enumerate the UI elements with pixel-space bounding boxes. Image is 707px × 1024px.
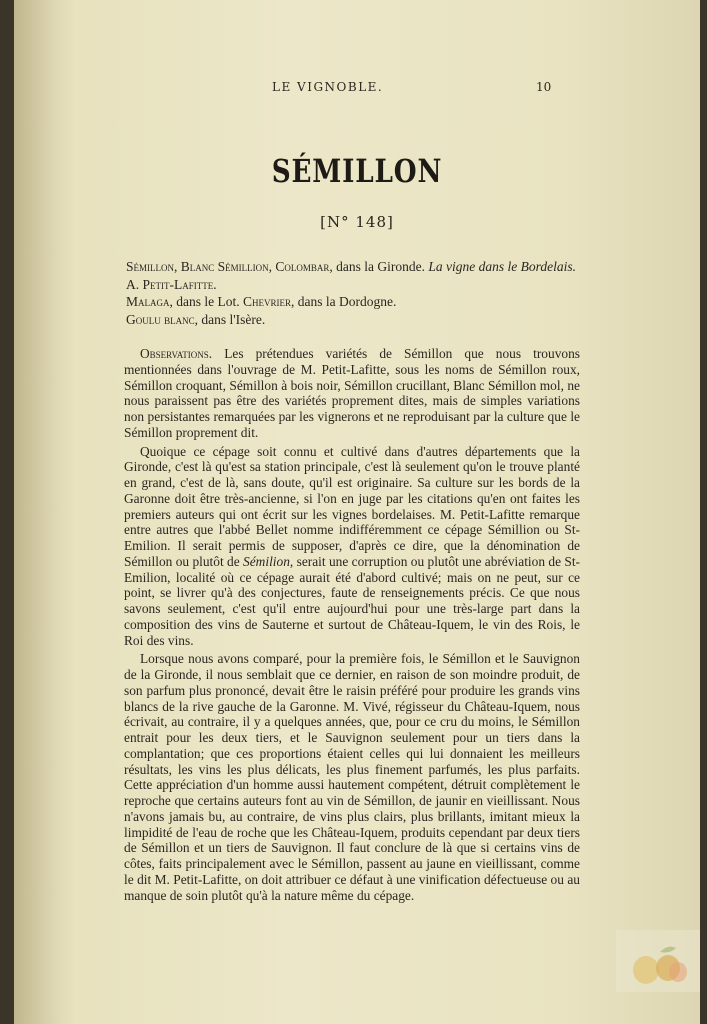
running-title: LE VIGNOBLE. [272, 80, 384, 94]
paragraph-text: Les prétendues variétés de Sémillon que nous trouvons mentionnées dans l'ouvrage de M. Petit-Lafitte, sous les noms de Sémillon roux, Sémillon croquant, Sémillon à bois noir, Sémillon crucillant, Blanc Sémillon mol, ne nous paraissent pas être des variétés proprement dites, mais de simples variations non persistantes remarquées par les vignerons et ne reproduisant par la culture que le Sémillon proprement dit. [124, 346, 580, 440]
page-number: 10 [536, 80, 552, 94]
synonym-names: Goulu blanc, [126, 311, 198, 327]
paragraph-text: serait une corruption ou plutôt une abréviation de St-Emilion, localité où ce cépage aurait été d'abord cultivé; mais on ne peut, sur ce point, se livrer qu'à des conjectures, faute de renseignements précis. Ce que nous savons seulement, c'est qu'il entre aujourd'hui pour une très-large part dans la composition des vins de Sauterne et surtout de Château-Iquem, le vin des Rois, le Roi des vins. [124, 553, 580, 648]
synonym-names: Malaga, [126, 294, 173, 309]
synonym-region: dans le Lot. [172, 294, 243, 309]
paragraph-origin [124, 444, 580, 649]
synonym-source-title: La vigne dans le Bordelais. [428, 259, 576, 274]
synonym-region: dans la Dordogne. [294, 294, 397, 309]
book-page [14, 0, 700, 1024]
synonym-author: Petit-Lafitte. [142, 276, 217, 292]
paragraph-lead: Observations. [140, 346, 213, 361]
variety-number: [N° 148] [320, 213, 394, 231]
synonym-region: dans l'Isère. [198, 311, 266, 327]
running-head [14, 80, 700, 100]
synonym-line [124, 311, 584, 329]
italic-term: Sémilion, [243, 553, 294, 569]
synonym-author-initial: A. [126, 276, 143, 292]
synonym-region: dans la Gironde. [332, 259, 429, 274]
synonym-line [124, 258, 584, 293]
synonyms-block [124, 258, 584, 328]
body-text [124, 346, 580, 906]
paragraph-comparison: Lorsque nous avons comparé, pour la première fois, le Sémillon et le Sauvignon de la Gironde, il nous semblait que ce dernier, en raison de son moindre produit, de son parfum plus prononcé, devait être le raisin préféré pour produire les grands vins blancs de la rive gauche de la Garonne. M. Vivé, régisseur du Château-Iquem, nous écrivait, au contraire, il y a quelques années, que, pour ce cru du moins, le Sémillon entrait pour les deux tiers, et le Sauvignon seulement pour un tiers dans la complantation; que ces proportions étaient celles qui lui donnaient les meilleurs résultats, les vins les plus délicats, les plus finement parfumés, les plus parfaits. Cette appréciation d'un homme aussi hautement compétent, détruit complètement le reproche que certains auteurs font au vin de Sémillon, de jaunir en vieillissant. Nous n'avons jamais bu, au contraire, de vins plus clairs, plus brillants, imitant mieux la limpidité de l'eau de roche que les Château-Iquem, produits cependant par deux tiers de Sémillon et un tiers de Sauvignon. Il faut conclure de là que si certains vins de côtes, faits principalement avec le Sémillon, passent au jaune en vieillissant, comme le dit M. Petit-Lafitte, on doit attribuer ce défaut à une vinification défectueuse ou au manque de soin plutôt qu'à la nature même du cépage. [124, 651, 580, 903]
fruit-watermark [616, 930, 700, 992]
synonym-names: Chevrier, [243, 294, 295, 309]
synonym-line [124, 293, 584, 311]
synonym-names: Sémillon, Blanc Sémillion, Colombar, [126, 259, 333, 274]
page-title: SÉMILLON [271, 152, 443, 190]
paragraph-observations [124, 346, 580, 441]
paragraph-text: Quoique ce cépage soit connu et cultivé dans d'autres départements que la Gironde, c'est là qu'est sa station principale, c'est là seulement qu'on le trouve planté en grand, c'est de là, sans doute, qu'il est originaire. Sa culture sur les bords de la Garonne doit être très-ancienne, si l'on en juge par les citations qu'en ont faites les premiers auteurs qui ont écrit sur les vignes bordelaises. M. Petit-Lafitte remarque entre autres que l'abbé Bellet nomme indifféremment ce cépage Sémillion ou St-Emilion. Il serait permis de supposer, d'après ce dire, que la dénomination de Sémillon ou plutôt de [124, 443, 580, 569]
fruit-icon [616, 930, 700, 992]
